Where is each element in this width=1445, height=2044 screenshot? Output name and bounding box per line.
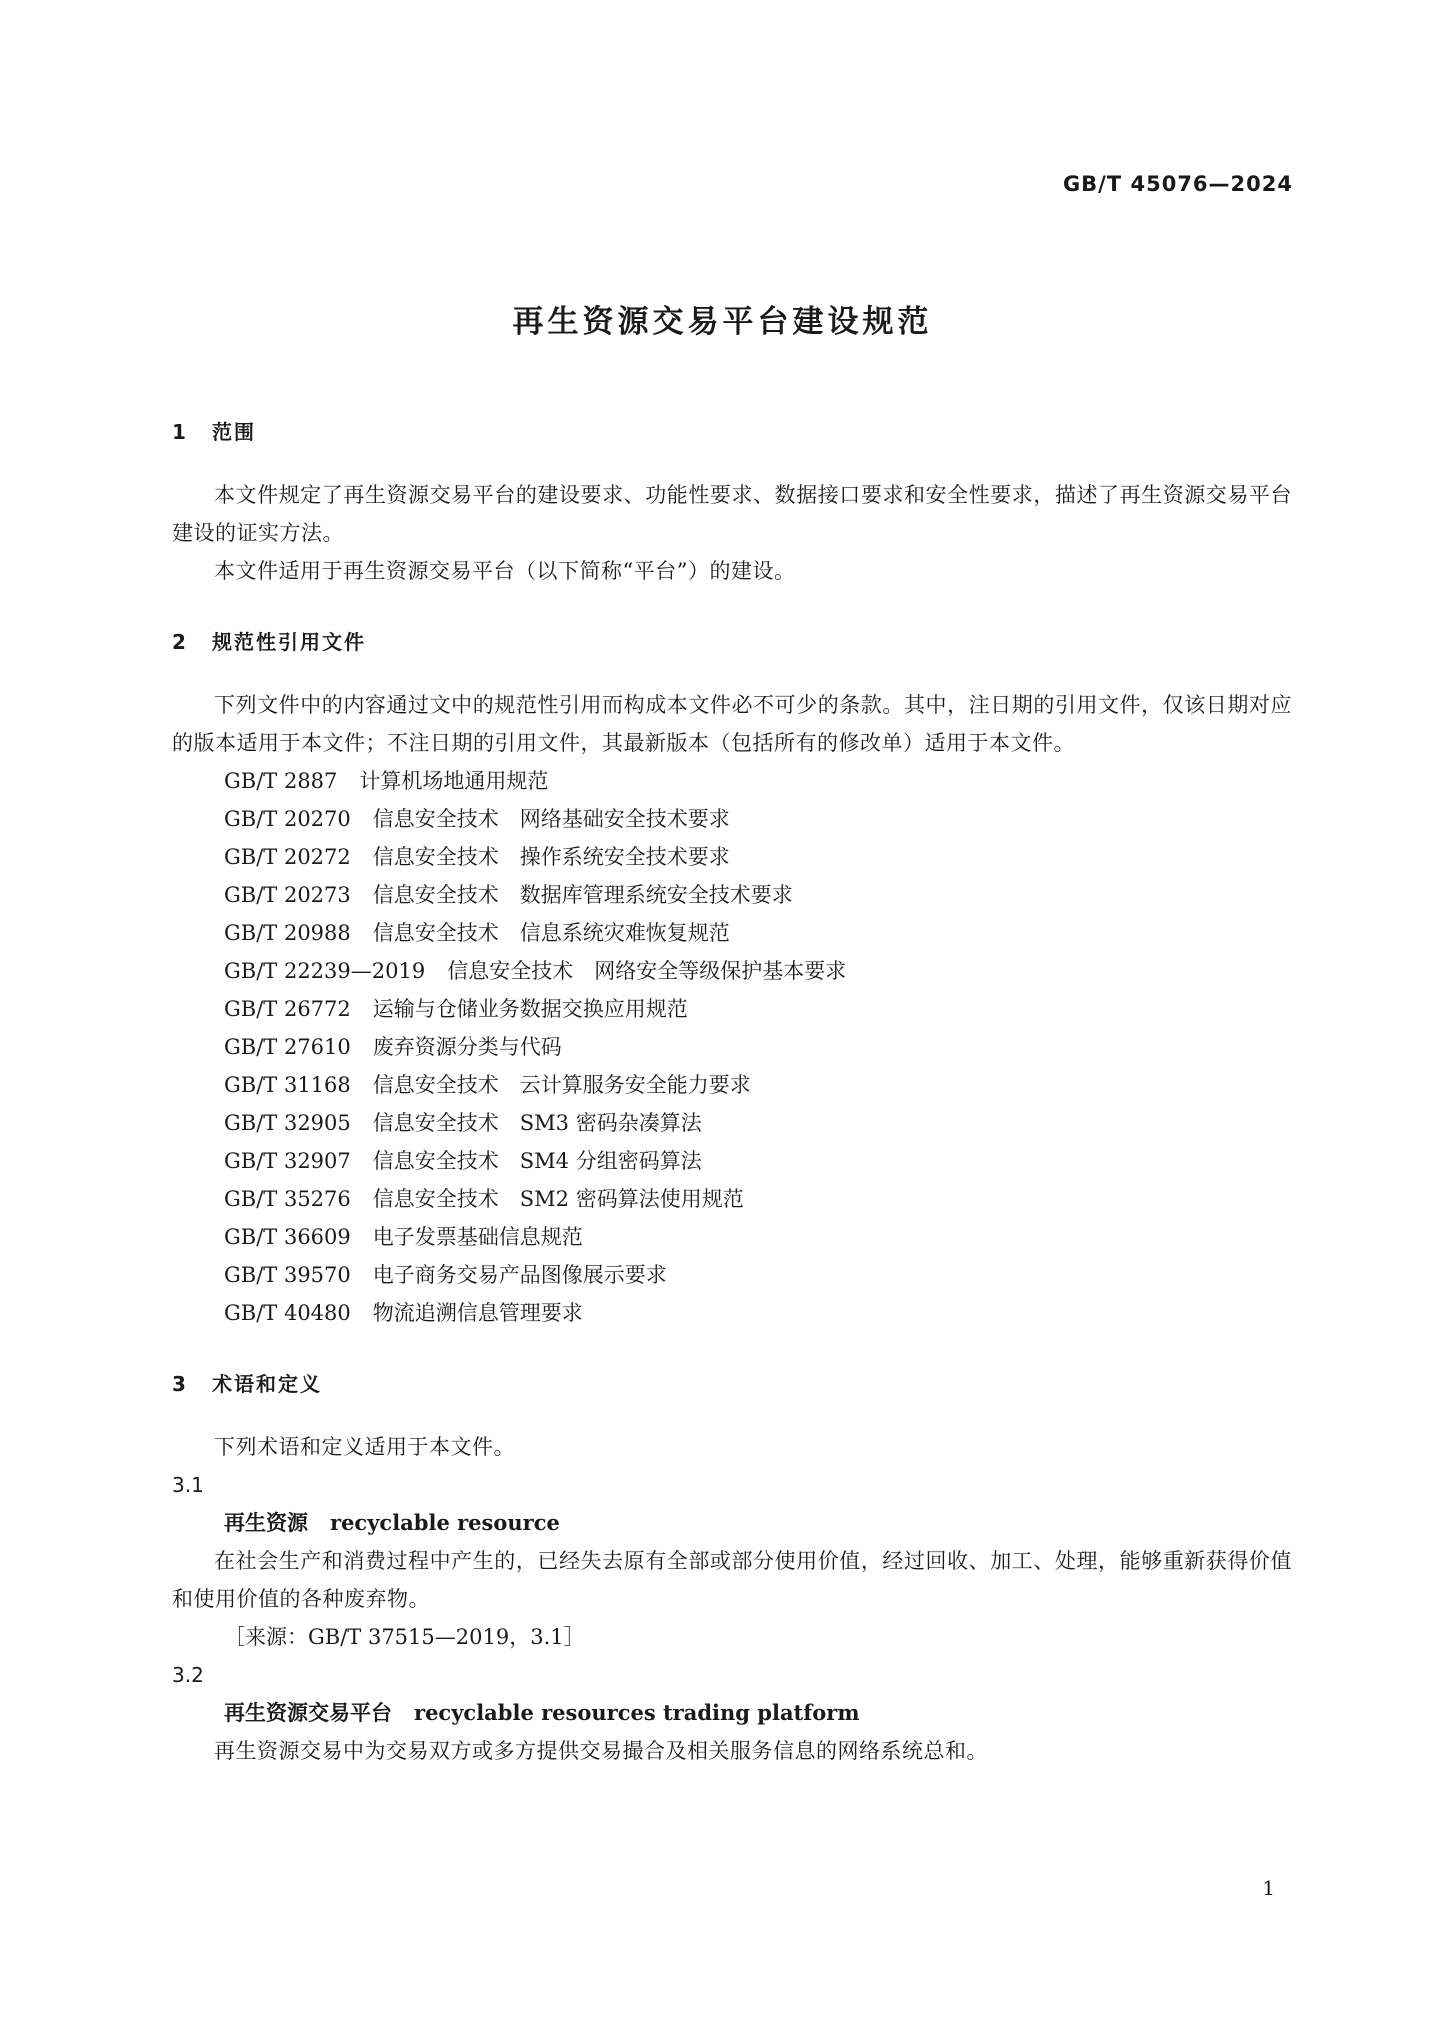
reference-item xyxy=(172,1256,1292,1294)
reference-item xyxy=(172,1180,1292,1218)
term-source: ［来源：GB/T 37515—2019，3.1］ xyxy=(224,1625,585,1649)
section-number: 2 xyxy=(172,630,186,654)
reference-item xyxy=(172,952,1292,990)
reference-item xyxy=(172,1028,1292,1066)
section-heading-scope xyxy=(172,414,1292,450)
document-title: 再生资源交易平台建设规范 xyxy=(512,304,933,340)
term-definition: 再生资源交易中为交易双方或多方提供交易撮合及相关服务信息的网络系统总和。 xyxy=(214,1739,988,1763)
section-number: 3 xyxy=(172,1372,186,1396)
reference-code: GB/T 40480 xyxy=(224,1301,351,1325)
paragraph: 本文件规定了再生资源交易平台的建设要求、功能性要求、数据接口要求和安全性要求，描述了再生资源交易平台建设的证实方法。 xyxy=(172,483,1292,545)
reference-code: GB/T 32905 xyxy=(224,1111,351,1135)
reference-title: 废弃资源分类与代码 xyxy=(372,1035,562,1059)
reference-item xyxy=(172,800,1292,838)
reference-code: GB/T 20270 xyxy=(224,807,351,831)
reference-code: GB/T 22239—2019 xyxy=(224,959,426,983)
reference-title: 信息安全技术 操作系统安全技术要求 xyxy=(372,845,730,869)
term-chinese: 再生资源 xyxy=(224,1511,308,1535)
reference-item xyxy=(172,1104,1292,1142)
section-title: 范围 xyxy=(212,420,256,444)
reference-title: 运输与仓储业务数据交换应用规范 xyxy=(372,997,688,1021)
reference-code: GB/T 2887 xyxy=(224,769,338,793)
paragraph: 下列术语和定义适用于本文件。 xyxy=(214,1435,515,1459)
reference-code: GB/T 39570 xyxy=(224,1263,351,1287)
term-heading xyxy=(172,1694,1292,1732)
term-definition: 在社会生产和消费过程中产生的，已经失去原有全部或部分使用价值，经过回收、加工、处理，能够重新获得价值和使用价值的各种废弃物。 xyxy=(172,1549,1292,1611)
reference-title: 计算机场地通用规范 xyxy=(359,769,549,793)
reference-item xyxy=(172,762,1292,800)
reference-code: GB/T 20273 xyxy=(224,883,351,907)
reference-title: 信息安全技术 云计算服务安全能力要求 xyxy=(372,1073,751,1097)
reference-item xyxy=(172,990,1292,1028)
section-heading-references xyxy=(172,624,1292,660)
reference-title: 信息安全技术 SM3 密码杂凑算法 xyxy=(372,1111,702,1135)
reference-title: 信息安全技术 数据库管理系统安全技术要求 xyxy=(372,883,793,907)
term-number: 3.2 xyxy=(172,1663,204,1687)
reference-code: GB/T 36609 xyxy=(224,1225,351,1249)
paragraph: 下列文件中的内容通过文中的规范性引用而构成本文件必不可少的条款。其中，注日期的引用文件，仅该日期对应的版本适用于本文件；不注日期的引用文件，其最新版本（包括所有的修改单）适用于本文件。 xyxy=(172,693,1292,755)
term-english: recyclable resource xyxy=(330,1510,560,1535)
reference-item xyxy=(172,838,1292,876)
reference-title: 信息安全技术 网络基础安全技术要求 xyxy=(372,807,730,831)
term-chinese: 再生资源交易平台 xyxy=(224,1701,392,1725)
reference-code: GB/T 35276 xyxy=(224,1187,351,1211)
reference-code: GB/T 31168 xyxy=(224,1073,351,1097)
section-title: 规范性引用文件 xyxy=(212,630,366,654)
reference-title: 信息安全技术 信息系统灾难恢复规范 xyxy=(372,921,730,945)
term-heading xyxy=(172,1504,1292,1542)
reference-code: GB/T 32907 xyxy=(224,1149,351,1173)
section-title: 术语和定义 xyxy=(212,1372,322,1396)
reference-item xyxy=(172,1294,1292,1332)
reference-code: GB/T 26772 xyxy=(224,997,351,1021)
reference-title: 电子商务交易产品图像展示要求 xyxy=(372,1263,667,1287)
reference-code: GB/T 20272 xyxy=(224,845,351,869)
section-number: 1 xyxy=(172,420,186,444)
reference-item xyxy=(172,1218,1292,1256)
reference-title: 信息安全技术 SM2 密码算法使用规范 xyxy=(372,1187,744,1211)
reference-item xyxy=(172,914,1292,952)
reference-title: 物流追溯信息管理要求 xyxy=(372,1301,583,1325)
reference-title: 信息安全技术 SM4 分组密码算法 xyxy=(372,1149,702,1173)
term-number: 3.1 xyxy=(172,1473,204,1497)
reference-title: 信息安全技术 网络安全等级保护基本要求 xyxy=(447,959,847,983)
term-english: recyclable resources trading platform xyxy=(414,1700,860,1725)
reference-title: 电子发票基础信息规范 xyxy=(372,1225,583,1249)
paragraph: 本文件适用于再生资源交易平台（以下简称“平台”）的建设。 xyxy=(214,559,796,583)
reference-code: GB/T 20988 xyxy=(224,921,351,945)
page-number: 1 xyxy=(1262,1876,1275,1900)
reference-item xyxy=(172,1142,1292,1180)
section-heading-terms xyxy=(172,1366,1292,1402)
document-body xyxy=(172,414,1292,1770)
standard-code: GB/T 45076—2024 xyxy=(1062,172,1293,196)
reference-item xyxy=(172,1066,1292,1104)
reference-item xyxy=(172,876,1292,914)
reference-code: GB/T 27610 xyxy=(224,1035,351,1059)
